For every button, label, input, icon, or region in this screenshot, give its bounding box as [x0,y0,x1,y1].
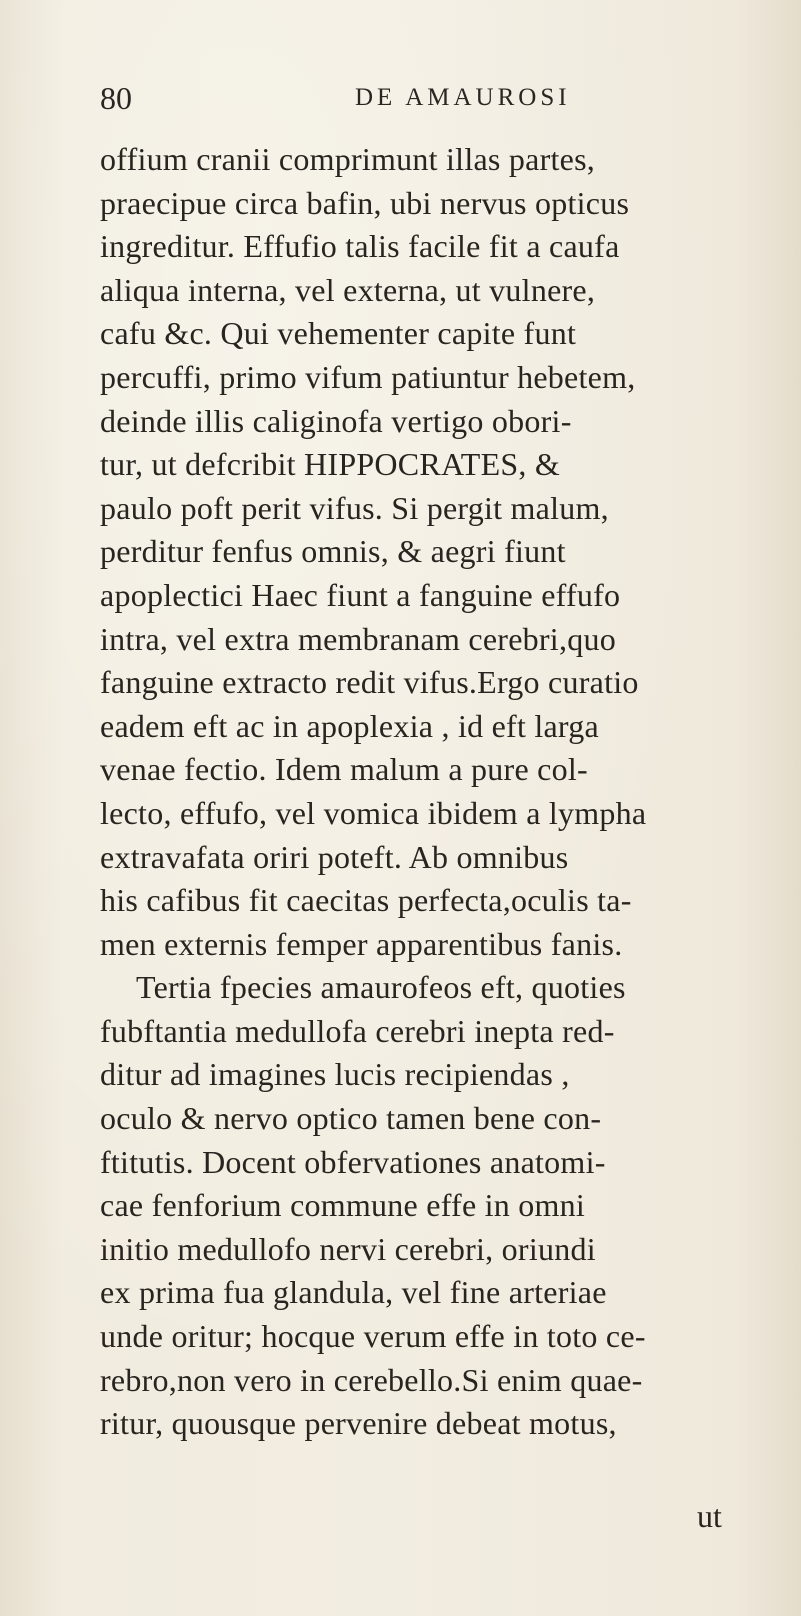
text-line: deinde illis caliginofa vertigo obori- [100,402,572,439]
text-line: intra, vel extra membranam cerebri,quo [100,620,616,657]
text-line: apoplectici Haec fiunt a fanguine effufo [100,576,621,613]
text-line: fubftantia medullofa cerebri inepta red- [100,1012,615,1049]
text-line: ritur, quousque pervenire debeat motus, [100,1405,617,1442]
text-line: oculo & nervo optico tamen bene con- [100,1100,602,1137]
text-line: venae fectio. Idem malum a pure col- [100,751,588,788]
catchword: ut [697,1498,722,1534]
text-line: ingreditur. Effufio talis facile fit a caufa [100,228,620,265]
text-line: ex prima fua glandula, vel fine arteriae [100,1274,607,1311]
running-head: DE AMAUROSI [355,84,571,111]
text-line: lecto, effufo, vel vomica ibidem a lympha [100,794,647,831]
text-line: perditur fenfus omnis, & aegri fiunt [100,533,566,570]
text-line: extravafata oriri poteft. Ab omnibus [100,838,569,875]
text-line: fanguine extracto redit vifus.Ergo curatio [100,664,639,701]
paragraph-start-line: Tertia fpecies amaurofeos eft, quoties [136,969,626,1006]
text-line: offium cranii comprimunt illas partes, [100,141,596,177]
body-text [100,138,790,1446]
text-line: initio medullofo nervi cerebri, oriundi [100,1230,596,1267]
text-line: ditur ad imagines lucis recipiendas , [100,1056,570,1093]
text-line: praecipue circa bafin, ubi nervus opticus [100,184,630,221]
text-line: unde oritur; hocque verum effe in toto ce- [100,1318,646,1355]
page-header [100,80,720,120]
text-line: rebro,non vero in cerebello.Si enim quae- [100,1361,643,1398]
text-line: paulo poft perit vifus. Si pergit malum, [100,489,609,526]
text-line: cafu &c. Qui vehementer capite funt [100,315,577,352]
text-line: men externis femper apparentibus fanis. [100,925,623,962]
text-line: ftitutis. Docent obfervationes anatomi- [100,1143,606,1180]
page-number: 80 [100,80,132,116]
text-line: percuffi, primo vifum patiuntur hebetem, [100,358,636,395]
text-line: eadem eft ac in apoplexia , id eft larga [100,707,599,744]
text-line: cae fenforium commune effe in omni [100,1187,586,1224]
text-line: aliqua interna, vel externa, ut vulnere, [100,271,596,308]
text-line: tur, ut defcribit HIPPOCRATES, & [100,446,561,483]
text-line: his cafibus fit caecitas perfecta,oculis ta- [100,882,632,919]
